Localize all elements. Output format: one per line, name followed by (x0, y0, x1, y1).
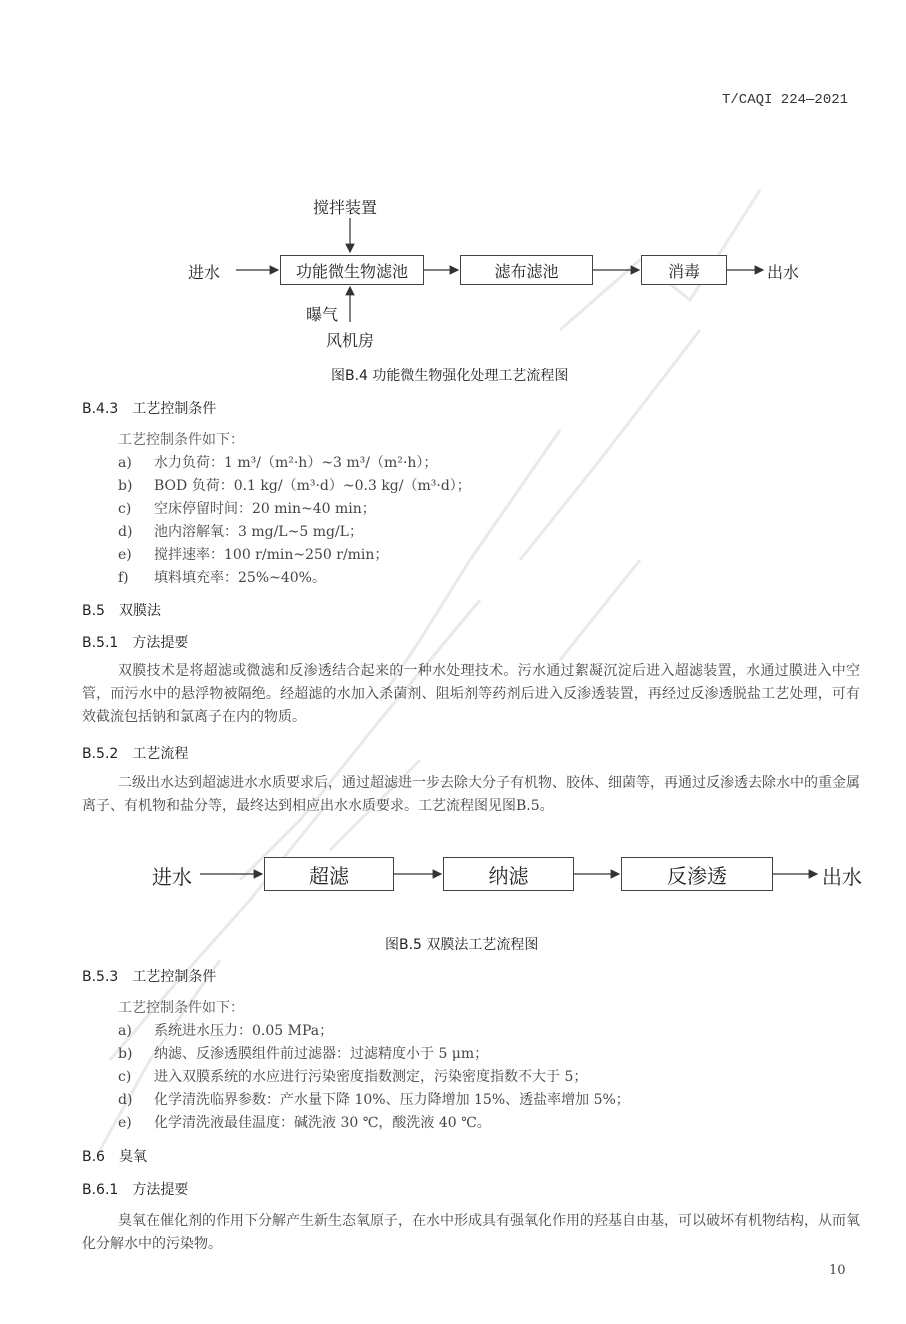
heading-b6: B.6 臭氧 (82, 1149, 147, 1165)
nanofiltration-box: 纳滤 (443, 857, 574, 891)
document-code: T/CAQI 224—2021 (722, 92, 849, 108)
list-item: e) 搅拌速率：100 r/min~250 r/min； (118, 547, 389, 563)
b61-paragraph: 臭氧在催化剂的作用下分解产生新生态氧原子，在水中形成具有强氧化作用的羟基自由基，可以破坏有机物结构，从而氧化分解水中的污染物。 (82, 1213, 860, 1252)
b51-paragraph: 双膜技术是将超滤或微滤和反渗透结合起来的一种水处理技术。污水通过絮凝沉淀后进入超滤装置，水通过膜进入中空管，而污水中的悬浮物被隔绝。经超滤的水加入杀菌剂、阻垢剂等药剂后进入反渗透装置，再经过反渗透脱盐工艺处理，可有效截流包括钠和氯离子在内的物质。 (82, 663, 860, 725)
b53-intro: 工艺控制条件如下： (118, 1000, 244, 1016)
list-item: c) 进入双膜系统的水应进行污染密度指数测定，污染密度指数不大于 5； (118, 1069, 588, 1085)
b52-paragraph: 二级出水达到超滤进水水质要求后，通过超滤进一步去除大分子有机物、胶体、细菌等，再通过反渗透去除水中的重金属离子、有机物和盐分等，最终达到相应出水水质要求。工艺流程图见图B.5。 (82, 775, 860, 814)
aeration-label: 曝气 (306, 305, 339, 324)
reverse-osmosis-box: 反渗透 (621, 857, 773, 891)
disinfection-box: 消毒 (641, 255, 727, 285)
inlet-label: 进水 (152, 865, 192, 889)
heading-b5: B.5 双膜法 (82, 603, 161, 619)
stirring-device-label: 搅拌装置 (313, 198, 378, 217)
list-item: d) 化学清洗临界参数：产水量下降 10%、压力降增加 15%、透盐率增加 5%； (118, 1092, 630, 1108)
list-item: a) 水力负荷：1 m³/（m²·h）~3 m³/（m²·h）； (118, 455, 438, 471)
heading-number: B.4.3 (82, 401, 119, 417)
heading-b61: B.6.1 方法提要 (82, 1182, 189, 1198)
b43-intro: 工艺控制条件如下： (118, 432, 244, 448)
blower-room-label: 风机房 (326, 331, 375, 350)
list-item: c) 空床停留时间：20 min~40 min； (118, 501, 376, 517)
outlet-label: 出水 (822, 865, 862, 889)
heading-b52: B.5.2 工艺流程 (82, 746, 189, 762)
outlet-label: 出水 (767, 263, 800, 282)
list-item: a) 系统进水压力：0.05 MPa； (118, 1023, 334, 1039)
list-item: b) BOD 负荷：0.1 kg/（m³·d）~0.3 kg/（m³·d）； (118, 478, 471, 494)
figure-b4-caption: 图B.4 功能微生物强化处理工艺流程图 (331, 368, 569, 384)
heading-b53: B.5.3 工艺控制条件 (82, 969, 217, 985)
heading-b51: B.5.1 方法提要 (82, 635, 189, 651)
list-item: b) 纳滤、反渗透膜组件前过滤器：过滤精度小于 5 μm； (118, 1046, 489, 1062)
list-item: d) 池内溶解氧：3 mg/L~5 mg/L； (118, 524, 363, 540)
figure-b5-caption: 图B.5 双膜法工艺流程图 (385, 937, 539, 953)
heading-title: 工艺控制条件 (132, 401, 217, 417)
page-number: 10 (829, 1263, 846, 1278)
list-item: e) 化学清洗液最佳温度：碱洗液 30 ℃，酸洗液 40 ℃。 (118, 1115, 491, 1131)
ultrafiltration-box: 超滤 (264, 857, 394, 891)
list-item: f) 填料填充率：25%~40%。 (118, 570, 326, 586)
inlet-label: 进水 (188, 263, 221, 282)
cloth-filter-box: 滤布滤池 (460, 255, 593, 285)
biofilter-box: 功能微生物滤池 (280, 255, 424, 285)
